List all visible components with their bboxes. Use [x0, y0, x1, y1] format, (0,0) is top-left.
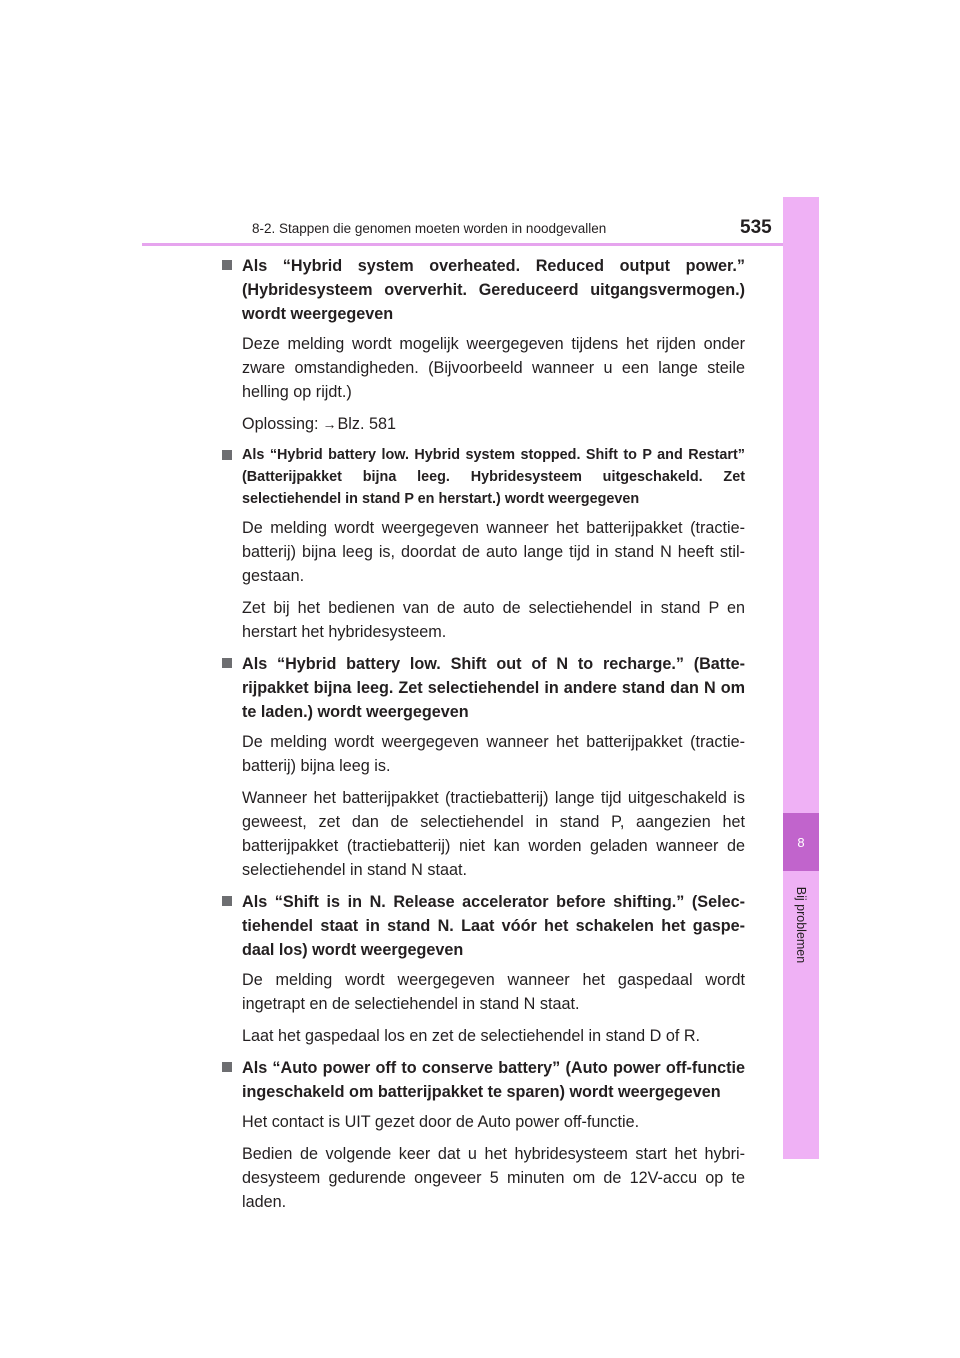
page-content: [222, 254, 745, 1222]
section-auto-power-off: [222, 1056, 745, 1214]
section-paragraph: Wanneer het batterijpakket (tractiebatterij) lange tijd uitgeschakeld is geweest, zet dan de selectiehendel in stand P, aangezien het batterijpakket (tractiebatterij) niet kan worden geladen wanneer de selectiehendel in stand N staat.: [242, 789, 745, 879]
section-shift-in-n: [222, 890, 745, 1048]
section-heading-text: Als “Auto power off to conserve battery” (Auto power off-functie ingeschakeld om batterijpakket te sparen) wordt weergegeven: [242, 1059, 745, 1101]
square-bullet-icon: [222, 444, 242, 510]
section-paragraph: Zet bij het bedienen van de auto de selectiehendel in stand P en herstart het hybridesysteem.: [242, 599, 745, 641]
section-heading: [222, 890, 745, 962]
solution-line: [242, 412, 745, 436]
section-paragraph: De melding wordt weergegeven wanneer het batterijpakket (tractie-batterij) bijna leeg is, doordat de auto lange tijd in stand N heeft stil-gestaan.: [242, 519, 745, 585]
section-heading-text: Als “Hybrid system overheated. Reduced output power.” (Hybridesysteem oververhit. Gereduceerd uitgangsvermogen.) wordt weergegeven: [242, 257, 745, 323]
section-heading: [222, 1056, 745, 1104]
page-reference-link[interactable]: Blz. 581: [337, 415, 396, 433]
square-bullet-icon: [222, 890, 242, 962]
section-heading: [222, 652, 745, 724]
section-battery-low-recharge: [222, 652, 745, 882]
section-paragraph: Laat het gaspedaal los en zet de selectiehendel in stand D of R.: [242, 1027, 701, 1045]
section-heading: [222, 254, 745, 326]
section-heading-text: Als “Hybrid battery low. Shift out of N to recharge.” (Batte-rijpakket bijna leeg. Zet selectiehendel in andere stand dan N om te laden.) wordt weergegeven: [242, 655, 745, 721]
header-divider: [142, 243, 818, 246]
arrow-right-icon: →: [322, 416, 337, 432]
solution-label: Oplossing:: [242, 415, 319, 433]
section-paragraph: De melding wordt weergegeven wanneer het batterijpakket (tractie-batterij) bijna leeg is.: [242, 733, 745, 775]
section-heading-text: Als “Shift is in N. Release accelerator before shifting.” (Selec-tiehendel staat in stand N. Laat vóór het schakelen het gaspe-daal los) wordt weergegeven: [242, 893, 745, 959]
page-number: 535: [740, 217, 772, 238]
chapter-side-label: Bij problemen: [794, 886, 808, 964]
chapter-side-tab: [783, 197, 819, 1159]
section-paragraph: Bedien de volgende keer dat u het hybridesysteem start het hybri-desysteem gedurende ongeveer 5 minuten om de 12V-accu op te laden.: [242, 1145, 745, 1211]
chapter-number-tab: 8: [783, 813, 819, 871]
square-bullet-icon: [222, 254, 242, 326]
section-paragraph: Het contact is UIT gezet door de Auto power off-functie.: [242, 1113, 640, 1131]
section-paragraph: Deze melding wordt mogelijk weergegeven tijdens het rijden onder zware omstandigheden. (Bijvoorbeeld wanneer u een lange steile helling op rijdt.): [242, 335, 745, 401]
square-bullet-icon: [222, 1056, 242, 1104]
section-paragraph: De melding wordt weergegeven wanneer het gaspedaal wordt ingetrapt en de selectiehendel in stand N staat.: [242, 971, 745, 1013]
section-battery-low-stopped: [222, 444, 745, 644]
square-bullet-icon: [222, 652, 242, 724]
section-heading: [222, 444, 745, 510]
section-overheated: [222, 254, 745, 436]
chapter-title: 8-2. Stappen die genomen moeten worden in noodgevallen: [252, 221, 607, 236]
section-heading-text: Als “Hybrid battery low. Hybrid system stopped. Shift to P and Restart” (Batterijpakket bijna leeg. Hybridesysteem uitgeschakeld. Zet selectiehendel in stand P en herstart.) wordt weergegeven: [242, 447, 745, 507]
